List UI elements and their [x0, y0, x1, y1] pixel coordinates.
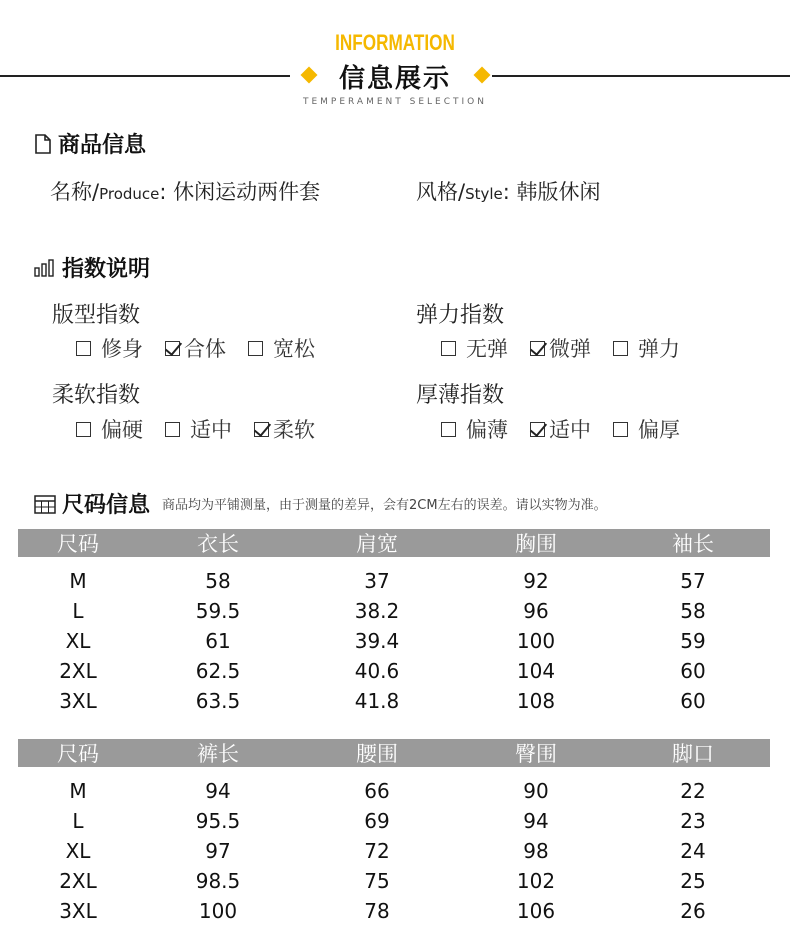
table-header-cell: 尺码 — [57, 532, 99, 556]
product-name-row: 名称/Produce: 休闲运动两件套 — [50, 180, 321, 204]
product-section-heading — [34, 128, 146, 159]
table-header-cell: 胸围 — [515, 532, 557, 556]
checked-checkbox-icon — [530, 422, 545, 437]
checkbox-icon — [441, 422, 456, 437]
bar-chart-icon — [34, 259, 56, 277]
index-group-title: 弹力指数 — [416, 303, 505, 328]
table-header-cell: 腰围 — [356, 742, 398, 766]
size-note: 商品均为平铺测量，由于测量的差异，会有2CM左右的误差。请以实物为准。 — [162, 498, 607, 513]
header-en-title: INFORMATION — [335, 30, 455, 55]
option-item: 偏硬 — [76, 414, 143, 444]
option-item: 弹力 — [613, 333, 680, 363]
table-header-cell: 衣长 — [197, 532, 239, 556]
checkbox-icon — [165, 422, 180, 437]
header-cn-title: 信息展示 — [338, 64, 451, 94]
index-section-heading — [34, 252, 150, 283]
checkbox-icon — [248, 341, 263, 356]
product-style-row: 风格/Style: 韩版休闲 — [416, 180, 601, 204]
product-style-value: 韩版休闲 — [516, 180, 601, 204]
option-item: 偏薄 — [441, 414, 508, 444]
option-item: 偏厚 — [613, 414, 680, 444]
index-group-options — [441, 333, 702, 363]
product-section-title: 商品信息 — [58, 133, 147, 158]
checkbox-icon — [76, 341, 91, 356]
table-header-cell: 脚口 — [672, 742, 714, 766]
checked-checkbox-icon — [165, 341, 180, 356]
top-size-table — [18, 529, 770, 716]
index-section-title: 指数说明 — [62, 257, 151, 282]
checkbox-icon — [441, 341, 456, 356]
option-item: 合体 — [165, 333, 226, 363]
option-item: 柔软 — [254, 414, 315, 444]
header-subtitle: TEMPERAMENT SELECTION — [302, 97, 487, 107]
checkbox-icon — [76, 422, 91, 437]
option-item: 宽松 — [248, 333, 315, 363]
table-row: M 58 37 92 57 — [69, 569, 706, 593]
table-row: 3XL 63.5 41.8 108 60 — [59, 689, 706, 713]
table-row: 3XL 100 78 106 26 — [59, 899, 706, 923]
table-header-row — [18, 529, 770, 557]
option-item: 无弹 — [441, 333, 508, 363]
table-row: XL 61 39.4 100 59 — [65, 629, 706, 653]
table-header-cell: 裤长 — [197, 742, 239, 766]
checked-checkbox-icon — [530, 341, 545, 356]
table-header-cell: 肩宽 — [356, 532, 398, 556]
checkbox-icon — [613, 422, 628, 437]
table-row: L 95.5 69 94 23 — [72, 809, 706, 833]
option-item: 适中 — [165, 414, 232, 444]
table-row: XL 97 72 98 24 — [65, 839, 706, 863]
checked-checkbox-icon — [254, 422, 269, 437]
index-group-options — [76, 333, 337, 363]
table-header-cell: 尺码 — [57, 742, 99, 766]
option-item: 微弹 — [530, 333, 591, 363]
table-header-row — [18, 739, 770, 767]
table-header-cell: 臀围 — [515, 742, 557, 766]
index-group-options — [441, 414, 702, 444]
document-icon — [34, 134, 52, 154]
index-group-title: 柔软指数 — [52, 383, 141, 408]
table-row: M 94 66 90 22 — [69, 779, 706, 803]
index-group-title: 厚薄指数 — [416, 383, 505, 408]
checkbox-icon — [613, 341, 628, 356]
table-icon — [34, 494, 56, 514]
size-section-heading — [34, 488, 607, 519]
index-group-options — [76, 414, 337, 444]
table-row: L 59.5 38.2 96 58 — [72, 599, 706, 623]
option-item: 适中 — [530, 414, 591, 444]
table-header-cell: 袖长 — [672, 532, 714, 556]
table-row: 2XL 62.5 40.6 104 60 — [59, 659, 706, 683]
product-name-value: 休闲运动两件套 — [173, 180, 321, 204]
index-group-title: 版型指数 — [52, 303, 141, 328]
bottom-size-table — [18, 739, 770, 926]
size-section-title: 尺码信息 — [62, 493, 151, 518]
table-row: 2XL 98.5 75 102 25 — [59, 869, 706, 893]
option-item: 修身 — [76, 333, 143, 363]
